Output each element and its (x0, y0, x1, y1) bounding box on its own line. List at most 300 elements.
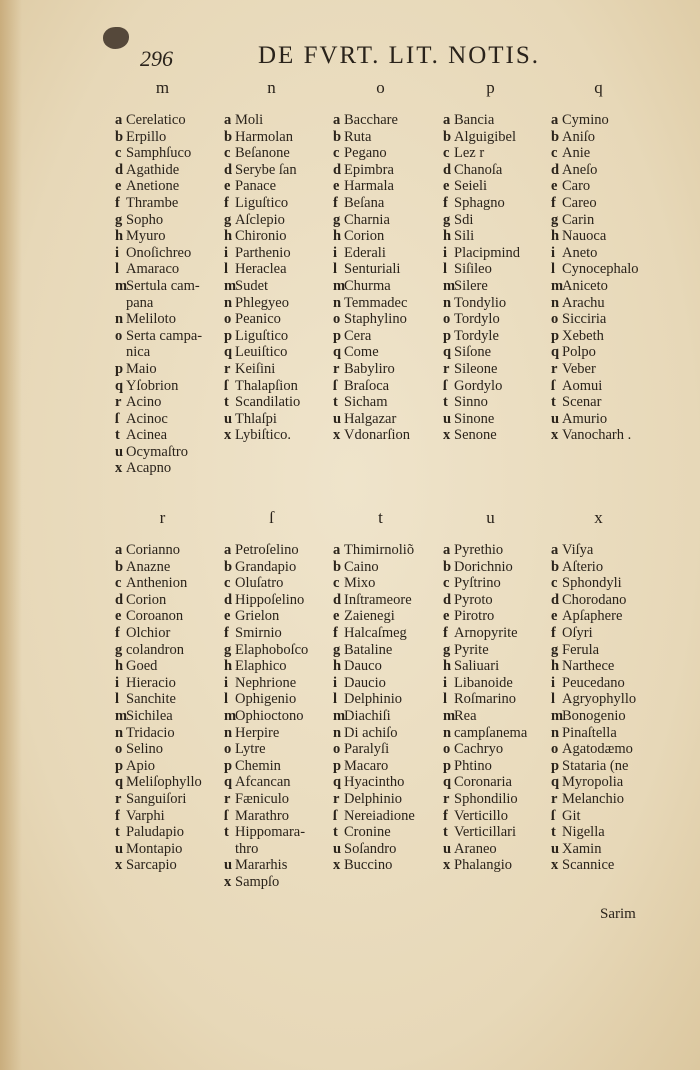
list-item (551, 261, 646, 278)
list-item (551, 625, 646, 642)
entry-letter: e (224, 608, 231, 625)
list-item (551, 725, 646, 742)
entry-letter: a (443, 542, 451, 558)
entry-letter: f (443, 194, 448, 211)
entry-word: Epimbra (344, 161, 394, 178)
entry-letter: m (551, 707, 564, 724)
entry-word: Lytre (235, 741, 266, 758)
list-item (224, 808, 319, 825)
list-item (443, 195, 538, 212)
entry-word: Sileone (454, 360, 498, 377)
list-item (333, 675, 428, 692)
list-item (115, 361, 210, 378)
entry-letter: a (115, 542, 123, 558)
list-item (224, 278, 319, 295)
list-item (333, 228, 428, 245)
entry-word: Oluſatro (235, 575, 284, 592)
list-item (443, 378, 538, 395)
list-item (443, 261, 538, 278)
list-item (551, 758, 646, 775)
entry-letter: q (333, 774, 342, 791)
entry-letter: l (551, 691, 556, 708)
list-item (551, 774, 646, 791)
column-0-4 (551, 78, 646, 444)
entry-letter: q (551, 774, 560, 791)
list-item (333, 295, 428, 312)
entry-word: Sili (454, 228, 475, 245)
entry-letter: p (443, 757, 452, 774)
entry-word: Elaphoboſco (235, 641, 309, 658)
entry-word: Nereiadione (344, 807, 415, 824)
list-item (333, 857, 428, 874)
list-item (443, 542, 538, 559)
entry-letter: c (224, 575, 231, 592)
entry-letter: c (115, 575, 122, 592)
entry-letter: c (551, 575, 558, 592)
entry-letter: x (333, 857, 341, 874)
list-item (443, 278, 538, 295)
list-item (115, 725, 210, 742)
entry-letter: r (443, 360, 450, 377)
list-item (551, 112, 646, 129)
entry-word: Caino (344, 558, 379, 575)
entry-word: Soſandro (344, 840, 397, 857)
entry-letter: c (551, 145, 558, 162)
list-item (551, 857, 646, 874)
list-item (333, 791, 428, 808)
entry-word: Amurio (562, 410, 608, 427)
list-item (115, 411, 210, 428)
entry-letter: f (443, 624, 448, 641)
entry-word: Vdonarſion (344, 427, 411, 444)
entry-letter: d (115, 161, 124, 178)
entry-word: Mixo (344, 575, 376, 592)
entry-word: Sudet (235, 277, 269, 294)
entry-word: Moli (235, 112, 264, 128)
entry-letter: h (224, 228, 233, 245)
entry-letter: m (333, 277, 346, 294)
entry-word: Acapno (126, 460, 172, 477)
entry-word: Harmolan (235, 128, 293, 145)
entry-letter: p (333, 327, 342, 344)
list-item (224, 112, 319, 129)
entry-word: Agatodæmo (562, 741, 633, 758)
entry-word: Sphagno (454, 194, 505, 211)
entry-word: Hieracio (126, 674, 176, 691)
entry-word: Ferula (562, 641, 600, 658)
list-item (333, 112, 428, 129)
entry-letter: o (115, 327, 123, 344)
entry-letter: n (551, 294, 560, 311)
entry-letter: l (443, 691, 448, 708)
entry-word: Bacchare (344, 112, 398, 128)
list-item (443, 691, 538, 708)
entry-list (551, 112, 646, 444)
entry-word: Gordylo (454, 377, 503, 394)
entry-word: Corianno (126, 542, 180, 558)
entry-letter: r (224, 790, 231, 807)
list-item (333, 808, 428, 825)
entry-word: Anie (562, 145, 591, 162)
entry-letter: i (115, 244, 120, 261)
entry-letter: l (224, 261, 229, 278)
entry-letter: i (551, 674, 556, 691)
entry-word: Fæniculo (235, 790, 289, 807)
entry-letter: g (115, 211, 123, 228)
entry-letter: b (551, 558, 560, 575)
list-item (224, 361, 319, 378)
list-item (115, 691, 210, 708)
list-item (551, 559, 646, 576)
list-item (443, 625, 538, 642)
entry-letter: a (551, 542, 559, 558)
entry-word: Thrambe (126, 194, 179, 211)
entry-letter: h (115, 658, 124, 675)
entry-letter: u (115, 443, 124, 460)
list-item (115, 592, 210, 609)
entry-word: Coroanon (126, 608, 184, 625)
entry-letter: n (224, 294, 233, 311)
entry-letter: e (115, 608, 122, 625)
entry-word: Tondylio (454, 294, 507, 311)
list-item (224, 741, 319, 758)
entry-letter: q (115, 774, 124, 791)
entry-word: Olchior (126, 624, 171, 641)
list-item (443, 129, 538, 146)
list-item (443, 725, 538, 742)
list-item (224, 608, 319, 625)
list-item (443, 708, 538, 725)
entry-word: Harmala (344, 178, 394, 195)
entry-list (333, 542, 428, 874)
entry-list (224, 542, 319, 890)
entry-word: Git (562, 807, 581, 824)
entry-letter: u (551, 410, 560, 427)
entry-word: Mararhis (235, 857, 288, 874)
entry-letter: l (443, 261, 448, 278)
entry-letter: b (443, 558, 452, 575)
entry-letter: g (443, 211, 451, 228)
entry-word: Sarcapio (126, 857, 177, 874)
entry-letter: h (224, 658, 233, 675)
entry-word: Arachu (562, 294, 605, 311)
entry-letter: ſ (551, 807, 556, 824)
entry-letter: m (443, 277, 456, 294)
list-item (551, 808, 646, 825)
entry-word: Sdi (454, 211, 474, 228)
entry-letter: r (333, 790, 340, 807)
entry-word: Oſyri (562, 624, 593, 641)
entry-word: Selino (126, 741, 164, 758)
list-item (333, 195, 428, 212)
entry-word: Senone (454, 427, 497, 444)
list-item (443, 559, 538, 576)
entry-letter: f (224, 194, 229, 211)
entry-word: Nephrione (235, 674, 297, 691)
entry-list (333, 112, 428, 444)
list-item (443, 658, 538, 675)
entry-letter: q (333, 344, 342, 361)
entry-list (115, 112, 210, 477)
entry-letter: e (551, 178, 558, 195)
entry-letter: f (115, 194, 120, 211)
list-item (333, 824, 428, 841)
list-item (551, 228, 646, 245)
list-item (333, 145, 428, 162)
list-item (224, 575, 319, 592)
entry-word: Sphondilio (454, 790, 518, 807)
entry-word: Myuro (126, 228, 166, 245)
entry-letter: o (115, 741, 123, 758)
entry-letter: n (551, 724, 560, 741)
list-item (115, 311, 210, 328)
list-item (333, 261, 428, 278)
list-item (115, 427, 210, 444)
entry-word: Chironio (235, 228, 287, 245)
entry-word: Erpillo (126, 128, 167, 145)
list-item (443, 608, 538, 625)
entry-word: Delphinio (344, 790, 402, 807)
list-item (115, 261, 210, 278)
entry-word: Sanguiſori (126, 790, 187, 807)
entry-word: Paludapio (126, 824, 184, 841)
entry-letter: c (443, 145, 450, 162)
entry-word: Sicciria (562, 311, 607, 328)
entry-letter: n (224, 724, 233, 741)
list-item (224, 542, 319, 559)
entry-list (443, 112, 538, 444)
entry-letter: o (224, 311, 232, 328)
entry-word: Seieli (454, 178, 488, 195)
entry-letter: o (551, 311, 559, 328)
list-item (443, 791, 538, 808)
page-number: 296 (140, 46, 173, 71)
entry-word: Aniceto (562, 277, 608, 294)
list-item (443, 808, 538, 825)
list-item (115, 675, 210, 692)
list-item (115, 145, 210, 162)
entry-letter: r (551, 790, 558, 807)
entry-word: Silere (454, 277, 488, 294)
entry-letter: d (333, 591, 342, 608)
list-item (443, 841, 538, 858)
list-item (224, 311, 319, 328)
entry-word: Ocymaſtro (126, 443, 189, 460)
entry-letter: u (551, 840, 560, 857)
list-item (551, 608, 646, 625)
entry-letter: r (224, 360, 231, 377)
entry-letter: g (551, 211, 559, 228)
list-item (333, 311, 428, 328)
entry-word: Tridacio (126, 724, 175, 741)
entry-letter: f (443, 807, 448, 824)
list-item (551, 592, 646, 609)
entry-letter: d (224, 591, 233, 608)
list-item (333, 212, 428, 229)
entry-word: Dorichnio (454, 558, 513, 575)
list-item (333, 592, 428, 609)
entry-letter: u (224, 857, 233, 874)
entry-letter: m (115, 707, 128, 724)
list-item (551, 311, 646, 328)
entry-letter: t (551, 824, 556, 841)
entry-letter: t (333, 824, 338, 841)
list-item (333, 378, 428, 395)
entry-word: Alguigibel (454, 128, 517, 145)
entry-word: Ophigenio (235, 691, 297, 708)
column-1-4 (551, 508, 646, 874)
entry-letter: l (333, 691, 338, 708)
entry-word: Yſobrion (126, 377, 179, 394)
entry-word: Senturiali (344, 261, 401, 278)
list-item (333, 741, 428, 758)
list-item (551, 195, 646, 212)
entry-letter: l (224, 691, 229, 708)
entry-word: Babyliro (344, 360, 395, 377)
list-item (224, 195, 319, 212)
list-item (443, 361, 538, 378)
list-item (551, 162, 646, 179)
list-item (443, 178, 538, 195)
list-item (333, 411, 428, 428)
entry-letter: g (333, 641, 341, 658)
list-item (115, 195, 210, 212)
list-item (115, 394, 210, 411)
list-item (551, 394, 646, 411)
entry-word: Marathro (235, 807, 289, 824)
list-item (551, 658, 646, 675)
list-item (224, 874, 319, 891)
entry-letter: r (115, 790, 122, 807)
entry-letter: f (551, 624, 556, 641)
entry-letter: x (224, 427, 232, 444)
entry-word: Thalapſion (235, 377, 298, 394)
list-item (333, 361, 428, 378)
entry-word: Lybiſtico. (235, 427, 291, 444)
list-item (115, 575, 210, 592)
list-item (333, 608, 428, 625)
entry-word: Come (344, 344, 379, 361)
entry-letter: m (551, 277, 564, 294)
entry-letter: i (443, 674, 448, 691)
entry-word: Liguſtico (235, 194, 289, 211)
list-item (443, 328, 538, 345)
entry-word: Serybe ſan (235, 161, 297, 178)
list-item (551, 791, 646, 808)
entry-word: Braſoca (344, 377, 390, 394)
entry-letter: n (443, 294, 452, 311)
entry-letter: m (333, 707, 346, 724)
entry-letter: d (551, 591, 560, 608)
entry-word: Cachryo (454, 741, 504, 758)
entry-word: Keiſini (235, 360, 276, 377)
entry-list (224, 112, 319, 444)
entry-word: Xebeth (562, 327, 604, 344)
list-item (224, 344, 319, 361)
entry-letter: c (224, 145, 231, 162)
entry-word: Acinoc (126, 410, 168, 427)
entry-letter: ſ (551, 377, 556, 394)
list-item (115, 228, 210, 245)
list-item (443, 758, 538, 775)
list-item (333, 328, 428, 345)
entry-word: Dauco (344, 658, 382, 675)
list-item (551, 708, 646, 725)
entry-word: Viſya (562, 542, 594, 558)
entry-word: Acinea (126, 427, 168, 444)
entry-word: Cynocephalo (562, 261, 639, 278)
list-item (551, 642, 646, 659)
list-item (333, 708, 428, 725)
list-item (443, 145, 538, 162)
entry-word: Paralyſi (344, 741, 390, 758)
list-item (551, 427, 646, 444)
list-item (224, 857, 319, 874)
entry-letter: b (333, 128, 342, 145)
entry-letter: i (224, 244, 229, 261)
list-item (115, 212, 210, 229)
list-item (115, 642, 210, 659)
entry-word: Cymino (562, 112, 609, 128)
entry-word: Cerelatico (126, 112, 186, 128)
column-0-0 (115, 78, 210, 477)
entry-word: Aneto (562, 244, 598, 261)
entry-letter: e (443, 178, 450, 195)
entry-word: Pyſtrino (454, 575, 501, 592)
entry-word: Afcancan (235, 774, 291, 791)
entry-word: Sampſo (235, 873, 280, 890)
entry-word: Aneſo (562, 161, 598, 178)
entry-word: Chemin (235, 757, 281, 774)
entry-word: Panace (235, 178, 277, 195)
entry-letter: m (224, 707, 237, 724)
list-item (224, 708, 319, 725)
list-item (115, 608, 210, 625)
entry-word: Temmadec (344, 294, 408, 311)
entry-list (115, 542, 210, 874)
entry-word: Xamin (562, 840, 602, 857)
list-item (443, 245, 538, 262)
entry-letter: t (443, 824, 448, 841)
entry-letter: h (551, 658, 560, 675)
entry-letter: t (224, 824, 229, 841)
entry-word: Rea (454, 707, 477, 724)
entry-letter: t (551, 394, 556, 411)
list-item (224, 658, 319, 675)
entry-letter: a (115, 112, 123, 128)
list-item (551, 212, 646, 229)
entry-letter: f (115, 624, 120, 641)
entry-letter: e (333, 178, 340, 195)
list-item (333, 542, 428, 559)
entry-letter: p (115, 360, 124, 377)
entry-letter: h (551, 228, 560, 245)
entry-letter: e (115, 178, 122, 195)
list-item (224, 245, 319, 262)
column-0-1 (224, 78, 319, 444)
list-item (333, 162, 428, 179)
entry-word: Grielon (235, 608, 280, 625)
entry-letter: h (333, 658, 342, 675)
entry-word: Careo (562, 194, 597, 211)
entry-word: Corion (126, 591, 167, 608)
column-0-2 (333, 78, 428, 444)
entry-letter: a (443, 112, 451, 128)
column-1-0 (115, 508, 210, 874)
entry-letter: p (115, 757, 124, 774)
entry-word: Heraclea (235, 261, 287, 278)
entry-letter: x (551, 857, 559, 874)
